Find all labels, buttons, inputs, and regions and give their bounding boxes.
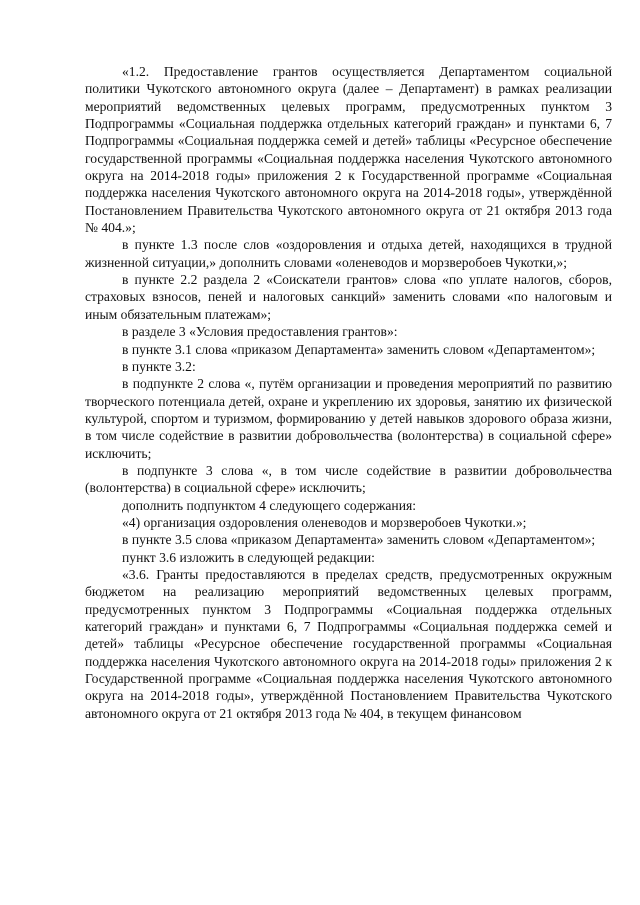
paragraph-item-2-2: в пункте 2.2 раздела 2 «Соискатели грантов» слова «по уплате налогов, сборов, страховых взносов, пеней и налоговых санкций» заменить словами «по налоговым и иным обязательным платежам»;	[85, 272, 612, 322]
paragraph-section-3: в разделе 3 «Условия предоставления грантов»:	[122, 324, 398, 340]
paragraph-subitem-2: в подпункте 2 слова «, путём организации и проведения мероприятий по развитию творческого потенциала детей, охране и укреплению их здоровья, занятию их физической культурой, спортом и туризмом, формированию у детей навыков здорового образа жизни, в том числе содействие в развитии добровольчества (волонтерства) в социальной сфере» исключить;	[85, 376, 612, 461]
paragraph-item-1-3: в пункте 1.3 после слов «оздоровления и отдыха детей, находящихся в трудной жизненной ситуации,» дополнить словами «оленеводов и морзверобоев Чукотки,»;	[85, 237, 612, 270]
paragraph-item-3-2: в пункте 3.2:	[122, 358, 196, 374]
paragraph-subitem-4-text: «4) организация оздоровления оленеводов и морзверобоев Чукотки.»;	[122, 514, 527, 530]
paragraph-1-2: «1.2. Предоставление грантов осуществляется Департаментом социальной политики Чукотского автономного округа (далее – Департамент) в рамках реализации мероприятий ведомственных целевых программ, предусмотренных пунктом 3 Подпрограммы «Социальная поддержка отдельных категорий граждан» и пунктами 6, 7 Подпрограммы «Социальная поддержка семей и детей» таблицы «Ресурсное обеспечение государственной программы «Социальная поддержка населения Чукотского автономного округа на 2014-2018 годы» приложения 2 к Государственной программе «Социальная поддержка населения Чукотского автономного округа на 2014-2018 годы», утверждённой Постановлением Правительства Чукотского автономного округа от 21 октября 2013 года № 404.»;	[85, 64, 612, 236]
paragraph-item-3-1: в пункте 3.1 слова «приказом Департамента» заменить словом «Департаментом»;	[122, 341, 596, 357]
paragraph-item-3-5: в пункте 3.5 слова «приказом Департамента» заменить словом «Департаментом»;	[122, 532, 596, 548]
paragraph-add-subitem-4: дополнить подпунктом 4 следующего содержания:	[122, 497, 417, 513]
paragraph-subitem-3: в подпункте 3 слова «, в том числе содействие в развитии добровольчества (волонтерства) в социальной сфере» исключить;	[85, 462, 612, 496]
paragraph-item-3-6-text: «3.6. Гранты предоставляются в пределах средств, предусмотренных окружным бюджетом на реализацию мероприятий ведомственных целевых программ, предусмотренных пунктом 3 Подпрограммы «Социальная поддержка отдельных категорий граждан» и пунктами 6, 7 Подпрограммы «Социальная поддержка семей и детей» таблицы «Ресурсное обеспечение государственной программы «Социальная поддержка населения Чукотского автономного округа на 2014-2018 годы» приложения 2 к Государственной программе «Социальная поддержка населения Чукотского автономного округа на 2014-2018 годы», утверждённой Постановлением Правительства Чукотского автономного округа от 21 октября 2013 года № 404, в текущем финансовом	[85, 566, 612, 721]
paragraph-item-3-6-intro: пункт 3.6 изложить в следующей редакции:	[122, 549, 375, 565]
